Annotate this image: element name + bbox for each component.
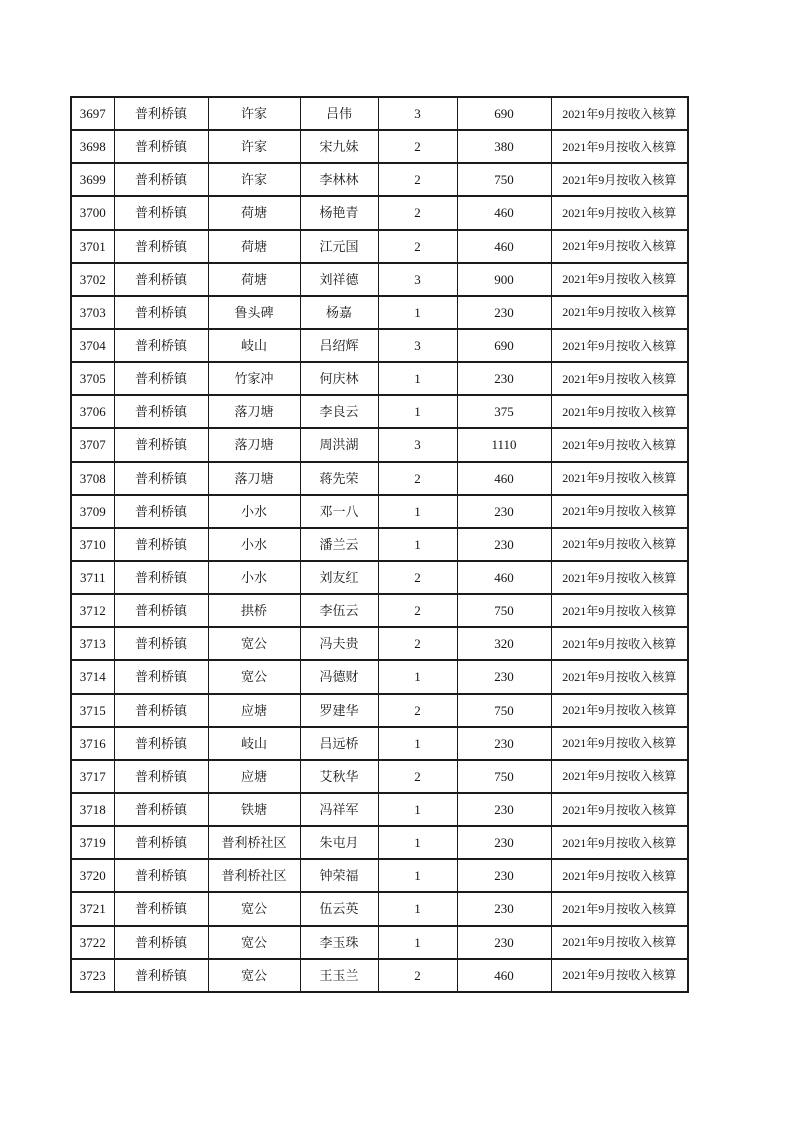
table-cell-amount: 230 <box>457 727 551 760</box>
table-cell-village: 许家 <box>208 163 300 196</box>
table-cell-village: 落刀塘 <box>208 395 300 428</box>
table-cell-id: 3719 <box>71 826 114 859</box>
table-cell-name: 钟荣福 <box>300 859 378 892</box>
income-register-table <box>70 96 689 993</box>
table-cell-note: 2021年9月按收入核算 <box>551 462 688 495</box>
table-cell-note: 2021年9月按收入核算 <box>551 196 688 229</box>
table-cell-id: 3716 <box>71 727 114 760</box>
table-cell-name: 冯德财 <box>300 660 378 693</box>
table-cell-note: 2021年9月按收入核算 <box>551 826 688 859</box>
table-cell-town: 普利桥镇 <box>114 428 208 461</box>
table-cell-name: 潘兰云 <box>300 528 378 561</box>
table-cell-name: 邓一八 <box>300 495 378 528</box>
table-cell-name: 朱屯月 <box>300 826 378 859</box>
table-row <box>71 892 688 925</box>
table-cell-note: 2021年9月按收入核算 <box>551 694 688 727</box>
table-cell-note: 2021年9月按收入核算 <box>551 627 688 660</box>
table-cell-members: 2 <box>378 163 457 196</box>
table-cell-village: 许家 <box>208 130 300 163</box>
table-cell-village: 应塘 <box>208 694 300 727</box>
table-cell-town: 普利桥镇 <box>114 395 208 428</box>
table-cell-id: 3714 <box>71 660 114 693</box>
table-cell-village: 小水 <box>208 495 300 528</box>
table-cell-amount: 230 <box>457 926 551 959</box>
table-cell-members: 1 <box>378 926 457 959</box>
table-cell-id: 3713 <box>71 627 114 660</box>
table-cell-members: 3 <box>378 329 457 362</box>
table-row <box>71 727 688 760</box>
table-cell-name: 宋九妹 <box>300 130 378 163</box>
table-row <box>71 130 688 163</box>
table-cell-town: 普利桥镇 <box>114 163 208 196</box>
table-cell-amount: 230 <box>457 495 551 528</box>
table-cell-note: 2021年9月按收入核算 <box>551 528 688 561</box>
table-row <box>71 163 688 196</box>
table-cell-amount: 750 <box>457 163 551 196</box>
table-cell-members: 1 <box>378 362 457 395</box>
table-cell-note: 2021年9月按收入核算 <box>551 926 688 959</box>
table-cell-name: 冯祥军 <box>300 793 378 826</box>
table-cell-members: 2 <box>378 462 457 495</box>
table-cell-name: 李玉珠 <box>300 926 378 959</box>
table-cell-note: 2021年9月按收入核算 <box>551 727 688 760</box>
table-cell-note: 2021年9月按收入核算 <box>551 892 688 925</box>
table-cell-name: 吕伟 <box>300 97 378 130</box>
table-cell-id: 3721 <box>71 892 114 925</box>
table-cell-amount: 750 <box>457 594 551 627</box>
table-cell-town: 普利桥镇 <box>114 296 208 329</box>
table-cell-town: 普利桥镇 <box>114 462 208 495</box>
table-cell-village: 宽公 <box>208 627 300 660</box>
table-cell-members: 1 <box>378 826 457 859</box>
table-cell-members: 1 <box>378 660 457 693</box>
table-cell-id: 3698 <box>71 130 114 163</box>
table-cell-town: 普利桥镇 <box>114 495 208 528</box>
table-cell-members: 2 <box>378 694 457 727</box>
table-cell-note: 2021年9月按收入核算 <box>551 594 688 627</box>
table-cell-name: 周洪湖 <box>300 428 378 461</box>
table-cell-members: 1 <box>378 296 457 329</box>
table-cell-amount: 460 <box>457 561 551 594</box>
table-cell-town: 普利桥镇 <box>114 627 208 660</box>
table-row <box>71 296 688 329</box>
table-cell-id: 3703 <box>71 296 114 329</box>
table-cell-village: 竹家冲 <box>208 362 300 395</box>
table-cell-members: 3 <box>378 97 457 130</box>
table-cell-town: 普利桥镇 <box>114 694 208 727</box>
table-cell-members: 2 <box>378 959 457 992</box>
table-cell-village: 荷塘 <box>208 196 300 229</box>
table-cell-note: 2021年9月按收入核算 <box>551 959 688 992</box>
table-cell-name: 吕绍辉 <box>300 329 378 362</box>
table-cell-amount: 230 <box>457 826 551 859</box>
table-row <box>71 627 688 660</box>
table-cell-note: 2021年9月按收入核算 <box>551 561 688 594</box>
table-cell-id: 3700 <box>71 196 114 229</box>
table-cell-note: 2021年9月按收入核算 <box>551 760 688 793</box>
table-cell-name: 王玉兰 <box>300 959 378 992</box>
table-row <box>71 263 688 296</box>
table-cell-village: 荷塘 <box>208 230 300 263</box>
table-cell-id: 3712 <box>71 594 114 627</box>
table-cell-id: 3704 <box>71 329 114 362</box>
table-cell-town: 普利桥镇 <box>114 230 208 263</box>
table-cell-name: 吕远桥 <box>300 727 378 760</box>
table-row <box>71 230 688 263</box>
table-cell-village: 荷塘 <box>208 263 300 296</box>
table-row <box>71 959 688 992</box>
table-row <box>71 760 688 793</box>
table-cell-note: 2021年9月按收入核算 <box>551 230 688 263</box>
table-cell-village: 落刀塘 <box>208 428 300 461</box>
table-row <box>71 594 688 627</box>
table-cell-village: 铁塘 <box>208 793 300 826</box>
table-cell-village: 许家 <box>208 97 300 130</box>
table-cell-village: 普利桥社区 <box>208 826 300 859</box>
table-cell-id: 3707 <box>71 428 114 461</box>
table-cell-name: 刘祥德 <box>300 263 378 296</box>
table-cell-town: 普利桥镇 <box>114 859 208 892</box>
table-cell-members: 1 <box>378 528 457 561</box>
table-cell-amount: 230 <box>457 660 551 693</box>
table-cell-amount: 460 <box>457 196 551 229</box>
table-cell-name: 李良云 <box>300 395 378 428</box>
table-cell-amount: 460 <box>457 230 551 263</box>
table-row <box>71 395 688 428</box>
table-row <box>71 859 688 892</box>
table-cell-id: 3710 <box>71 528 114 561</box>
table-cell-village: 岐山 <box>208 727 300 760</box>
table-cell-name: 罗建华 <box>300 694 378 727</box>
table-cell-town: 普利桥镇 <box>114 97 208 130</box>
table-row <box>71 428 688 461</box>
table-cell-amount: 1110 <box>457 428 551 461</box>
table-row <box>71 826 688 859</box>
table-cell-town: 普利桥镇 <box>114 660 208 693</box>
table-cell-town: 普利桥镇 <box>114 130 208 163</box>
table-cell-members: 2 <box>378 594 457 627</box>
table-cell-town: 普利桥镇 <box>114 892 208 925</box>
table-cell-id: 3705 <box>71 362 114 395</box>
table-cell-members: 1 <box>378 395 457 428</box>
table-cell-name: 刘友红 <box>300 561 378 594</box>
table-cell-name: 冯夫贵 <box>300 627 378 660</box>
table-cell-id: 3697 <box>71 97 114 130</box>
table-cell-town: 普利桥镇 <box>114 926 208 959</box>
table-cell-members: 2 <box>378 130 457 163</box>
table-cell-note: 2021年9月按收入核算 <box>551 296 688 329</box>
table-cell-town: 普利桥镇 <box>114 329 208 362</box>
table-cell-town: 普利桥镇 <box>114 528 208 561</box>
table-cell-village: 岐山 <box>208 329 300 362</box>
table-cell-amount: 690 <box>457 97 551 130</box>
table-cell-id: 3720 <box>71 859 114 892</box>
table-cell-village: 宽公 <box>208 959 300 992</box>
table-cell-members: 2 <box>378 561 457 594</box>
table-cell-amount: 230 <box>457 528 551 561</box>
table-cell-village: 宽公 <box>208 926 300 959</box>
table-cell-id: 3723 <box>71 959 114 992</box>
table-row <box>71 329 688 362</box>
table-cell-note: 2021年9月按收入核算 <box>551 495 688 528</box>
table-cell-amount: 900 <box>457 263 551 296</box>
table-cell-town: 普利桥镇 <box>114 727 208 760</box>
table-row <box>71 362 688 395</box>
table-cell-name: 蒋先荣 <box>300 462 378 495</box>
table-cell-members: 3 <box>378 428 457 461</box>
table-cell-amount: 230 <box>457 793 551 826</box>
table-cell-id: 3711 <box>71 561 114 594</box>
table-cell-members: 2 <box>378 760 457 793</box>
table-row <box>71 462 688 495</box>
table-cell-amount: 460 <box>457 959 551 992</box>
table-row <box>71 97 688 130</box>
table-row <box>71 196 688 229</box>
table-cell-town: 普利桥镇 <box>114 362 208 395</box>
table-cell-amount: 230 <box>457 892 551 925</box>
table-cell-id: 3718 <box>71 793 114 826</box>
table-row <box>71 495 688 528</box>
table-cell-amount: 460 <box>457 462 551 495</box>
table-cell-note: 2021年9月按收入核算 <box>551 428 688 461</box>
table-cell-members: 1 <box>378 793 457 826</box>
table-cell-amount: 750 <box>457 760 551 793</box>
table-cell-note: 2021年9月按收入核算 <box>551 660 688 693</box>
table-cell-village: 拱桥 <box>208 594 300 627</box>
table-cell-note: 2021年9月按收入核算 <box>551 97 688 130</box>
table-cell-village: 宽公 <box>208 660 300 693</box>
table-cell-village: 应塘 <box>208 760 300 793</box>
table-cell-id: 3715 <box>71 694 114 727</box>
table-cell-town: 普利桥镇 <box>114 561 208 594</box>
table-cell-village: 宽公 <box>208 892 300 925</box>
table-cell-name: 杨嘉 <box>300 296 378 329</box>
table-cell-note: 2021年9月按收入核算 <box>551 263 688 296</box>
table-cell-name: 李伍云 <box>300 594 378 627</box>
table-cell-note: 2021年9月按收入核算 <box>551 362 688 395</box>
table-cell-members: 1 <box>378 859 457 892</box>
table-cell-members: 1 <box>378 495 457 528</box>
table-cell-amount: 375 <box>457 395 551 428</box>
table-cell-village: 小水 <box>208 528 300 561</box>
table-row <box>71 694 688 727</box>
table-row <box>71 660 688 693</box>
table-cell-amount: 230 <box>457 296 551 329</box>
table-body <box>71 97 688 992</box>
table-cell-members: 3 <box>378 263 457 296</box>
table-cell-amount: 230 <box>457 362 551 395</box>
table-cell-name: 伍云英 <box>300 892 378 925</box>
table-cell-town: 普利桥镇 <box>114 793 208 826</box>
table-cell-note: 2021年9月按收入核算 <box>551 163 688 196</box>
table-row <box>71 528 688 561</box>
table-cell-amount: 230 <box>457 859 551 892</box>
table-cell-name: 何庆林 <box>300 362 378 395</box>
table-cell-amount: 690 <box>457 329 551 362</box>
table-cell-name: 江元国 <box>300 230 378 263</box>
table-cell-amount: 320 <box>457 627 551 660</box>
table-cell-amount: 750 <box>457 694 551 727</box>
table-cell-town: 普利桥镇 <box>114 959 208 992</box>
table-cell-name: 艾秋华 <box>300 760 378 793</box>
table-row <box>71 561 688 594</box>
table-cell-name: 李林林 <box>300 163 378 196</box>
table-cell-members: 2 <box>378 196 457 229</box>
table-cell-name: 杨艳青 <box>300 196 378 229</box>
table-cell-town: 普利桥镇 <box>114 826 208 859</box>
table-cell-town: 普利桥镇 <box>114 196 208 229</box>
table-cell-note: 2021年9月按收入核算 <box>551 859 688 892</box>
table-cell-note: 2021年9月按收入核算 <box>551 130 688 163</box>
table-cell-village: 小水 <box>208 561 300 594</box>
table-cell-village: 落刀塘 <box>208 462 300 495</box>
table-cell-members: 2 <box>378 627 457 660</box>
table-cell-id: 3701 <box>71 230 114 263</box>
table-cell-members: 1 <box>378 727 457 760</box>
table-cell-village: 鲁头碑 <box>208 296 300 329</box>
table-cell-id: 3706 <box>71 395 114 428</box>
table-row <box>71 926 688 959</box>
table-cell-members: 1 <box>378 892 457 925</box>
table-cell-town: 普利桥镇 <box>114 760 208 793</box>
table-cell-amount: 380 <box>457 130 551 163</box>
table-cell-id: 3702 <box>71 263 114 296</box>
table-cell-members: 2 <box>378 230 457 263</box>
table-cell-village: 普利桥社区 <box>208 859 300 892</box>
table-cell-id: 3708 <box>71 462 114 495</box>
table-cell-town: 普利桥镇 <box>114 594 208 627</box>
table-cell-id: 3709 <box>71 495 114 528</box>
table-cell-note: 2021年9月按收入核算 <box>551 395 688 428</box>
table-cell-note: 2021年9月按收入核算 <box>551 793 688 826</box>
table-cell-id: 3699 <box>71 163 114 196</box>
table-cell-id: 3722 <box>71 926 114 959</box>
table-cell-id: 3717 <box>71 760 114 793</box>
table-row <box>71 793 688 826</box>
table-cell-note: 2021年9月按收入核算 <box>551 329 688 362</box>
table-cell-town: 普利桥镇 <box>114 263 208 296</box>
